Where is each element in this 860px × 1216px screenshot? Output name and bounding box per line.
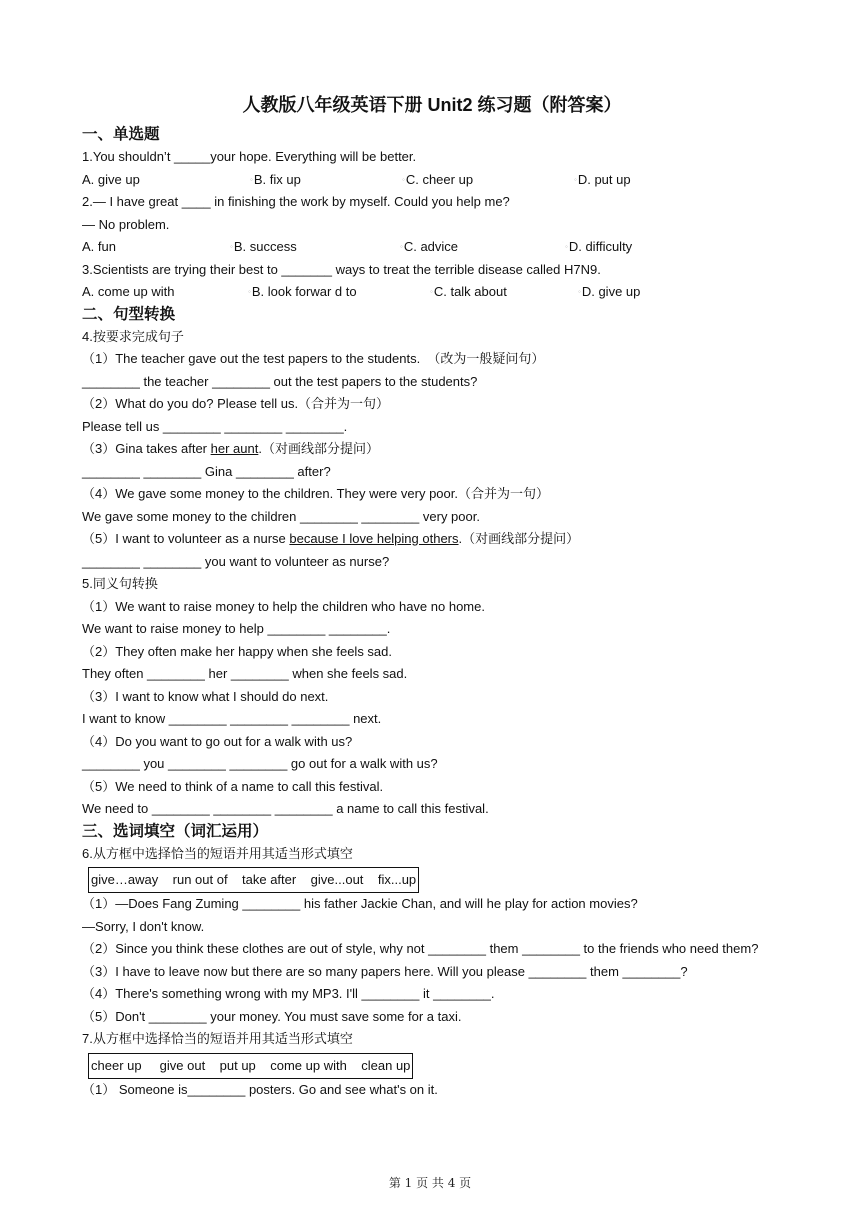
section-heading-word-fill: 三、选词填空（词汇运用） [82, 822, 269, 840]
option-c: ◦C. advice [400, 239, 459, 254]
question-1-stem: 1.You shouldn’t _____your hope. Everything will be better. [82, 149, 417, 164]
option-a: A. give up [82, 171, 140, 187]
question-4-item-4: （4）We gave some money to the children. They were very poor.（合并为一句） [82, 486, 549, 501]
bullet-dot-icon: ◦ [578, 287, 581, 297]
question-1-options [82, 169, 782, 192]
section-heading-single-choice: 一、单选题 [82, 126, 160, 143]
question-5-item-2-answer-line: They often ________ her ________ when she feels sad. [82, 666, 408, 681]
option-b: ◦B. look forwar d to [248, 284, 357, 299]
question-7-item-1: （1） Someone is________ posters. Go and see what's on it. [82, 1081, 438, 1097]
option-b: ◦B. fix up [250, 171, 301, 187]
option-b: ◦B. success [230, 239, 297, 254]
question-5-item-1-answer-line: We want to raise money to help ________ ________. [82, 621, 391, 636]
option-d: ◦D. give up [578, 284, 641, 299]
question-6-item-1: （1）—Does Fang Zuming ________ his father Jackie Chan, and will he play for action movies? [82, 896, 638, 911]
question-6-stem: 6.从方框中选择恰当的短语并用其适当形式填空 [82, 845, 353, 861]
question-5-item-2: （2）They often make her happy when she feels sad. [82, 643, 393, 659]
question-4-stem: 4.按要求完成句子 [82, 328, 184, 344]
question-4-item-5: （5）I want to volunteer as a nurse because I love helping others.（对画线部分提问） [82, 531, 580, 546]
question-4-item-2-answer-line: Please tell us ________ ________ ________. [82, 418, 348, 434]
bullet-dot-icon: ◦ [430, 287, 433, 297]
option-a: A. fun [82, 239, 116, 254]
page-title: 人教版八年级英语下册 Unit2 练习题（附答案） [242, 95, 622, 115]
question-7-word-box-row [82, 1051, 782, 1079]
question-6-item-3: （3）I have to leave now but there are so many papers here. Will you please ________ them ________? [82, 963, 688, 979]
section-heading-sentence-transform: 二、句型转换 [82, 305, 176, 323]
underlined-phrase: her aunt [210, 441, 259, 456]
question-5-item-5-answer-line: We need to ________ ________ ________ a name to call this festival. [82, 801, 489, 816]
question-6-item-5: （5）Don't ________ your money. You must save some for a taxi. [82, 1008, 462, 1024]
question-5-item-4: （4）Do you want to go out for a walk with us? [82, 733, 353, 749]
question-2-stem: 2.— I have great ____ in finishing the work by myself. Could you help me? [82, 194, 510, 209]
bullet-dot-icon: ◦ [574, 174, 577, 184]
question-6-item-2: （2）Since you think these clothes are out of style, why not ________ them ________ to the friends who need them? [82, 941, 759, 956]
question-4-item-2: （2）What do you do? Please tell us.（合并为一句） [82, 396, 390, 411]
question-5-item-3: （3）I want to know what I should do next. [82, 688, 329, 704]
question-5-item-1: （1）We want to raise money to help the children who have no home. [82, 598, 485, 614]
bullet-dot-icon: ◦ [565, 242, 568, 252]
question-5-item-3-answer-line: I want to know ________ ________ ________ next. [82, 711, 382, 726]
question-4-item-3: （3）Gina takes after her aunt.（对画线部分提问） [82, 441, 379, 456]
question-4-item-1-answer-line: ________ the teacher ________ out the test papers to the students? [82, 373, 478, 389]
question-3-options [82, 281, 782, 304]
bullet-dot-icon: ◦ [250, 174, 253, 184]
question-6-word-box-row [82, 865, 782, 893]
phrase-box: cheer up give out put up come up with clean up [88, 1053, 413, 1079]
question-4-item-1: （1）The teacher gave out the test papers to the students. （改为一般疑问句） [82, 351, 545, 366]
question-4-item-3-answer-line: ________ ________ Gina ________ after? [82, 463, 331, 479]
bullet-dot-icon: ◦ [402, 174, 405, 184]
underlined-phrase: because I love helping others [289, 531, 459, 546]
question-7-stem: 7.从方框中选择恰当的短语并用其适当形式填空 [82, 1031, 353, 1046]
option-d: ◦D. put up [574, 171, 631, 187]
document-page [82, 92, 782, 1101]
option-a: A. come up with [82, 284, 175, 299]
bullet-dot-icon: ◦ [230, 242, 233, 252]
question-5-stem: 5.同义句转换 [82, 576, 158, 591]
question-2-options [82, 236, 782, 259]
page-footer: 第 1 页 共 4 页 [388, 1176, 472, 1190]
question-6-item-1-reply: —Sorry, I don't know. [82, 918, 205, 934]
option-c: ◦C. talk about [430, 284, 507, 299]
option-d: ◦D. difficulty [565, 239, 633, 254]
phrase-box: give…away run out of take after give...out fix...up [88, 867, 419, 893]
question-5-item-4-answer-line: ________ you ________ ________ go out for a walk with us? [82, 756, 438, 771]
bullet-dot-icon: ◦ [248, 287, 251, 297]
bullet-dot-icon: ◦ [400, 242, 403, 252]
question-6-item-4: （4）There's something wrong with my MP3. I'll ________ it ________. [82, 986, 495, 1001]
question-2-reply: — No problem. [82, 216, 170, 232]
question-3-stem: 3.Scientists are trying their best to _______ ways to treat the terrible disease called H7N9. [82, 261, 601, 277]
question-4-item-5-answer-line: ________ ________ you want to volunteer as nurse? [82, 553, 390, 569]
question-4-item-4-answer-line: We gave some money to the children ________ ________ very poor. [82, 508, 480, 524]
option-c: ◦C. cheer up [402, 171, 474, 187]
question-5-item-5: （5）We need to think of a name to call this festival. [82, 778, 384, 794]
